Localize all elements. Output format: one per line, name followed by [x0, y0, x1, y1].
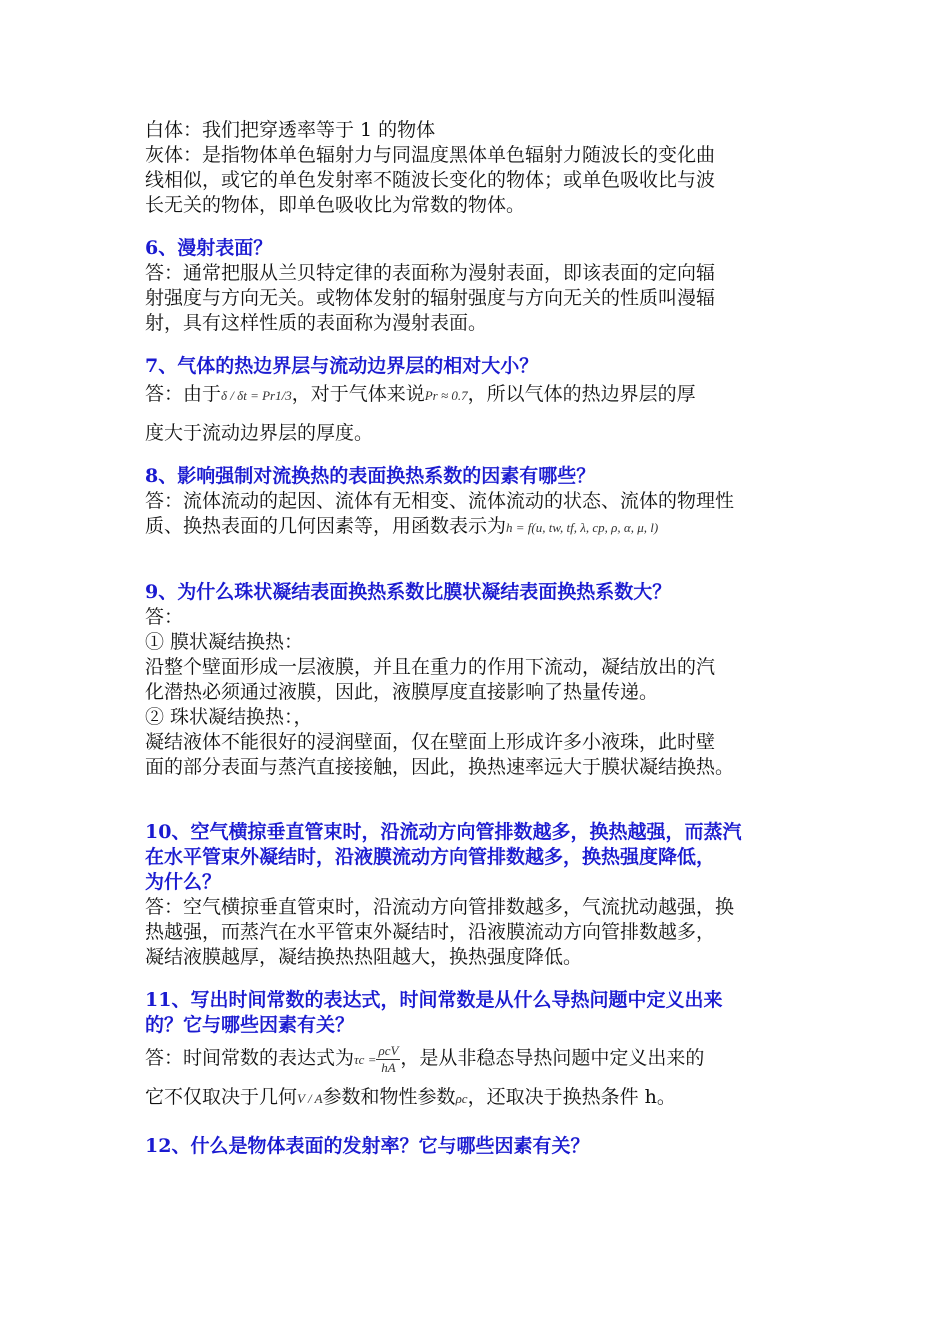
answer-subheading: ① 膜状凝结换热： [145, 631, 304, 653]
intro-line: 长无关的物体，即单色吸收比为常数的物体。 [145, 194, 526, 216]
answer-line: 化潜热必须通过液膜，因此，液膜厚度直接影响了热量传递。 [145, 681, 659, 703]
question-8-title: 8、影响强制对流换热的表面换热系数的因素有哪些？ [145, 465, 596, 487]
answer-subheading: ② 珠状凝结换热：， [145, 706, 313, 728]
answer-line [145, 379, 825, 411]
fraction-denominator: hA [381, 1059, 396, 1075]
question-9-title: 9、为什么珠状凝结表面换热系数比膜状凝结表面换热系数大？ [145, 581, 672, 603]
answer-line: 答：通常把服从兰贝特定律的表面称为漫射表面，即该表面的定向辐 [145, 262, 716, 284]
formula-time-constant-fraction [376, 1043, 400, 1076]
answer-line: 凝结液体不能很好的浸润壁面，仅在壁面上形成许多小液珠，此时壁 [145, 731, 716, 753]
answer-text: ，所以气体的热边界层的厚 [467, 383, 696, 405]
answer-line: 射，具有这样性质的表面称为漫射表面。 [145, 312, 488, 334]
answer-line: 度大于流动边界层的厚度。 [145, 422, 374, 444]
answer-text: 答：由于 [145, 383, 222, 405]
answer-text: 质、换热表面的几何因素等，用函数表示为 [145, 515, 507, 537]
formula-heat-transfer-coefficient: h = f(u, tw, tf, λ, cp, ρ, α, μ, l) [506, 520, 659, 535]
answer-text: 它不仅取决于几何 [145, 1086, 298, 1108]
formula-property: ρc [455, 1091, 468, 1106]
answer-line: 答：空气横掠垂直管束时，沿流动方向管排数越多，气流扰动越强，换 [145, 896, 735, 918]
answer-line [145, 1080, 825, 1116]
answer-line [145, 514, 825, 540]
answer-text: 参数和物性参数 [322, 1086, 456, 1108]
answer-line: 凝结液膜越厚，凝结换热热阻越大，换热强度降低。 [145, 946, 583, 968]
question-10-title: 为什么？ [145, 871, 222, 893]
question-11-title: 的？它与哪些因素有关？ [145, 1014, 355, 1036]
intro-line: 灰体：是指物体单色辐射力与同温度黑体单色辐射力随波长的变化曲 [145, 144, 716, 166]
intro-line: 线相似，或它的单色发射率不随波长变化的物体；或单色吸收比与波 [145, 169, 716, 191]
formula-prandtl: Pr ≈ 0.7 [424, 388, 468, 403]
question-11-title: 11、写出时间常数的表达式，时间常数是从什么导热问题中定义出来 [145, 989, 723, 1011]
answer-line [145, 1038, 825, 1080]
answer-line: 射强度与方向无关。或物体发射的辐射强度与方向无关的性质叫漫辐 [145, 287, 716, 309]
question-10-title: 10、空气横掠垂直管束时，沿流动方向管排数越多，换热越强，而蒸汽 [145, 821, 742, 843]
question-7-title: 7、气体的热边界层与流动边界层的相对大小？ [145, 355, 539, 377]
answer-line: 答： [145, 606, 184, 628]
answer-line: 答：流体流动的起因、流体有无相变、流体流动的状态、流体的物理性 [145, 490, 735, 512]
formula-time-constant-symbol: τc = [354, 1052, 377, 1067]
fraction-numerator: ρcV [378, 1042, 399, 1058]
answer-line: 面的部分表面与蒸汽直接接触，因此，换热速率远大于膜状凝结换热。 [145, 756, 735, 778]
intro-line: 白体：我们把穿透率等于 1 的物体 [145, 119, 436, 141]
document-page [145, 118, 825, 1159]
answer-text: ，对于气体来说 [291, 383, 425, 405]
question-6-title: 6、漫射表面？ [145, 237, 273, 259]
formula-boundary-ratio: δ / δt = Pr1/3 [221, 388, 292, 403]
answer-text: ，是从非稳态导热问题中定义出来的 [400, 1047, 705, 1069]
formula-geometry-ratio: V / A [297, 1091, 323, 1106]
answer-text: ，还取决于换热条件 h。 [467, 1086, 676, 1108]
answer-line: 沿整个壁面形成一层液膜，并且在重力的作用下流动，凝结放出的汽 [145, 656, 716, 678]
question-10-title: 在水平管束外凝结时，沿液膜流动方向管排数越多，换热强度降低， [145, 846, 716, 868]
question-12-title: 12、什么是物体表面的发射率？它与哪些因素有关？ [145, 1135, 590, 1157]
answer-line: 热越强，而蒸汽在水平管束外凝结时，沿液膜流动方向管排数越多， [145, 921, 716, 943]
answer-text: 答：时间常数的表达式为 [145, 1047, 355, 1069]
